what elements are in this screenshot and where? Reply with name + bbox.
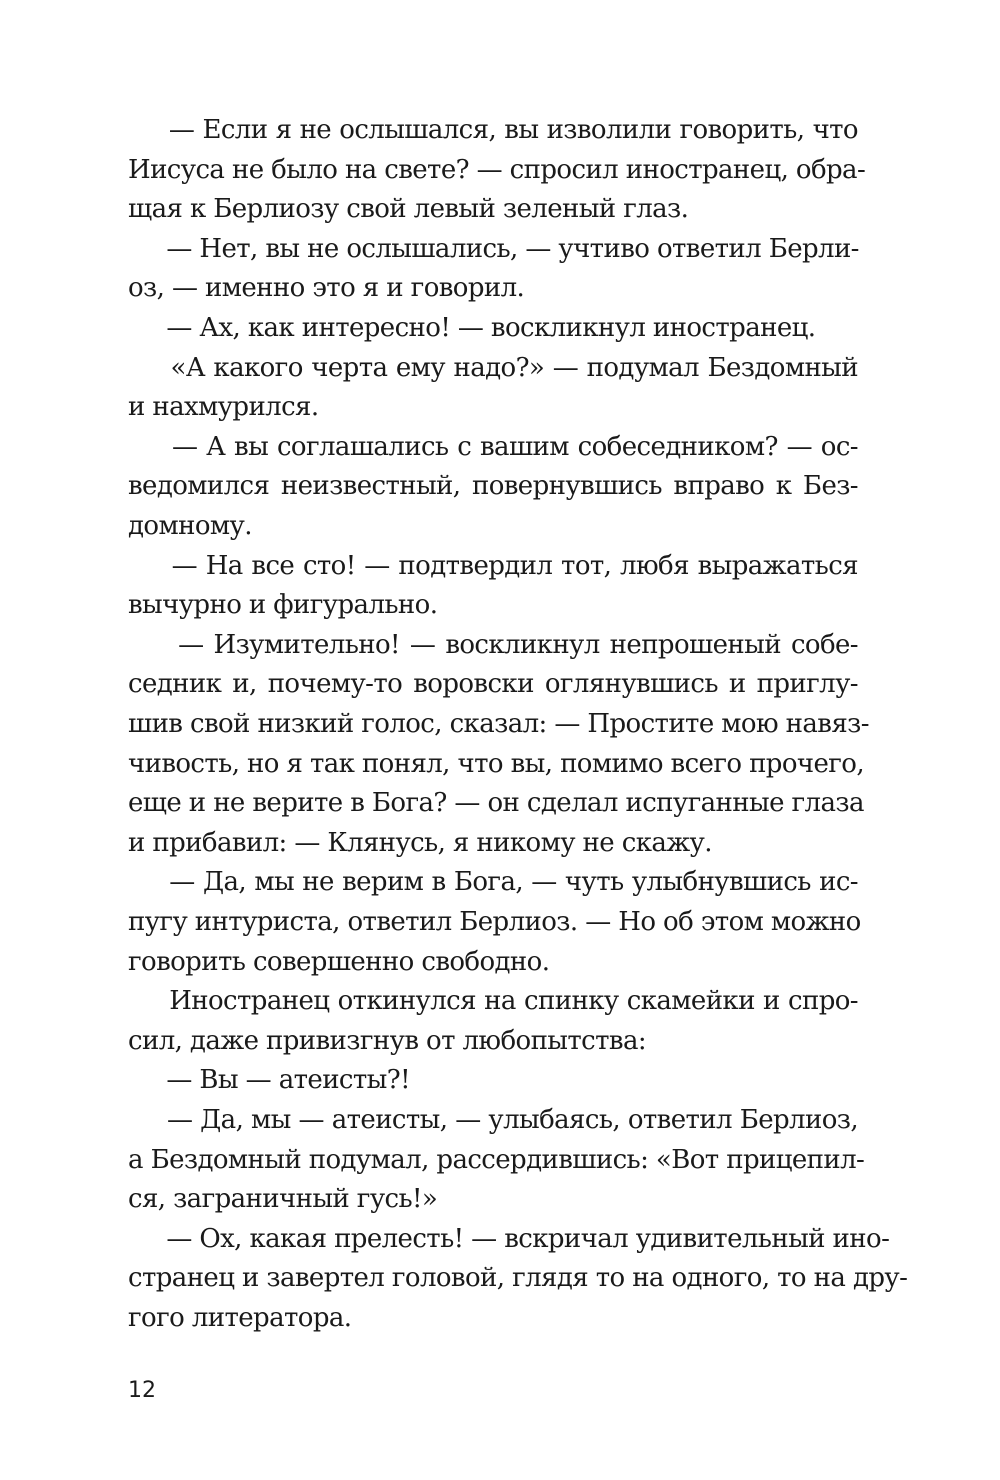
text-line: — Если я не ослышался, вы изволили говорить, что	[128, 115, 858, 145]
text-line: Иностранец откинулся на спинку скамейки и спро-	[128, 986, 858, 1017]
text-line: вычурно и фигурально.	[128, 590, 438, 621]
text-line: чивость, но я так понял, что вы, помимо всего прочего,	[128, 748, 865, 779]
text-line: — Ах, как интересно! — воскликнул иностранец.	[128, 313, 816, 343]
text-line: «А какого черта ему надо?» — подумал Бездомный	[128, 352, 858, 383]
text-line: и прибавил: — Клянусь, я никому не скажу.	[128, 827, 712, 858]
text-line: оз, — именно это я и говорил.	[128, 273, 525, 304]
text-line: ведомился неизвестный, повернувшись вправо к Без-	[128, 471, 858, 502]
text-line: — Ох, какая прелесть! — вскричал удивительный ино-	[128, 1223, 890, 1254]
text-line: — Да, мы не верим в Бога, — чуть улыбнувшись ис-	[128, 867, 858, 898]
text-line: гого литератора.	[128, 1303, 352, 1333]
text-line: сил, даже привизгнув от любопытства:	[128, 1025, 647, 1056]
text-line: — Изумительно! — воскликнул непрошеный собе-	[128, 629, 858, 660]
text-line: — На все сто! — подтвердил тот, любя выражаться	[128, 550, 858, 581]
book-page	[128, 0, 908, 1480]
text-line: — Да, мы — атеисты, — улыбаясь, ответил Берлиоз,	[128, 1105, 858, 1135]
text-line: говорить совершенно свободно.	[128, 946, 550, 977]
text-line: ся, заграничный гусь!»	[128, 1184, 438, 1215]
text-line: еще и не верите в Бога? — он сделал испуганные глаза	[128, 788, 864, 819]
text-line: странец и завертел головой, глядя то на одного, то на дру-	[128, 1263, 908, 1294]
text-line: — А вы соглашались с вашим собеседником? — ос-	[128, 431, 858, 462]
text-line: и нахмурился.	[128, 392, 319, 423]
text-line: щая к Берлиозу свой левый зеленый глаз.	[128, 194, 689, 225]
text-line: а Бездомный подумал, рассердившись: «Вот прицепил-	[128, 1144, 865, 1175]
text-line: пугу интуриста, ответил Берлиоз. — Но об этом можно	[128, 907, 861, 937]
text-line: — Вы — атеисты?!	[128, 1065, 410, 1096]
text-line: шив свой низкий голос, сказал: — Простите мою навяз-	[128, 709, 869, 739]
text-line: седник и, почему-то воровски оглянувшись и приглу-	[128, 669, 858, 700]
text-line: домному.	[128, 511, 252, 541]
text-line: Иисуса не было на свете? — спросил иностранец, обра-	[128, 154, 866, 185]
text-line: — Нет, вы не ослышались, — учтиво ответил Берли-	[128, 233, 859, 264]
page-number: 12	[128, 1378, 156, 1403]
